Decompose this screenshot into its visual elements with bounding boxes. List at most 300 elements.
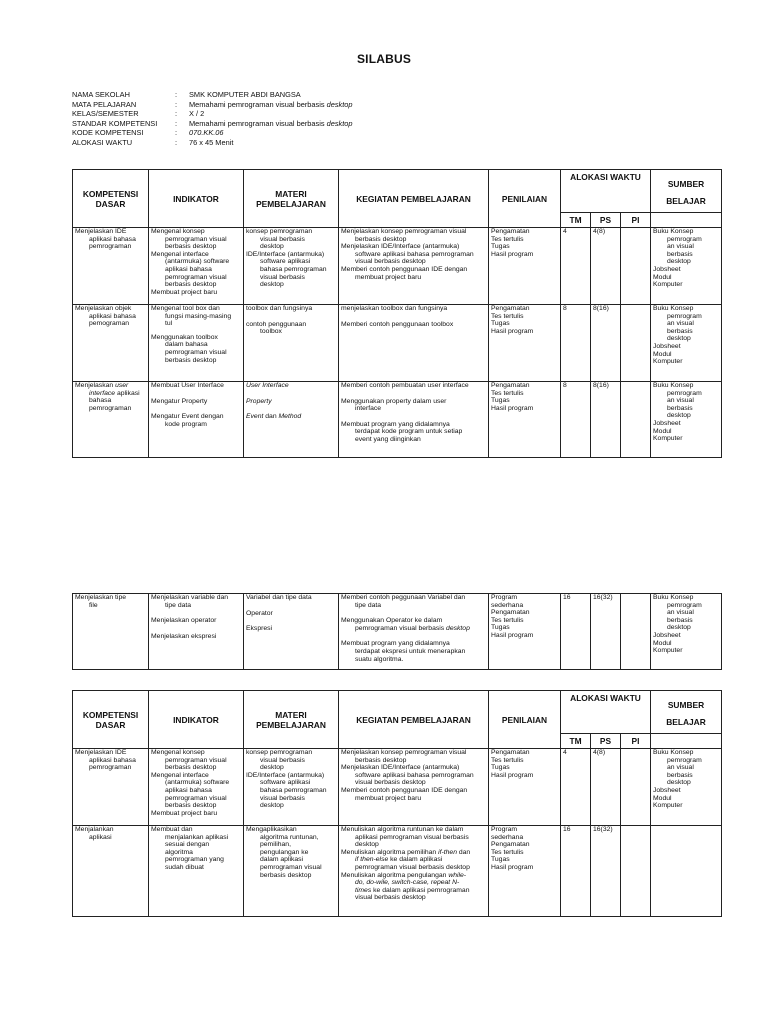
materi-line: toolbox dan fungsinya xyxy=(246,305,313,312)
table-row xyxy=(73,826,722,917)
sumber-belajar-line: desktop xyxy=(667,335,691,343)
materi-line: algoritma runtunan, xyxy=(260,833,319,841)
penilaian-line: Tes tertulis xyxy=(491,312,524,320)
cell-indikator xyxy=(149,228,244,305)
header-materi: MATERI PEMBELAJARAN xyxy=(244,170,339,228)
header-sumber-blank xyxy=(651,734,722,749)
ps-value: 4(8) xyxy=(593,228,606,235)
kegiatan-line: tipe data xyxy=(355,601,382,609)
meta-value: Memahami pemrograman visual berbasis desktop xyxy=(189,118,353,128)
penilaian-line: Pengamatan xyxy=(491,841,530,849)
kegiatan-line: interface xyxy=(355,405,382,413)
penilaian-line: Tes tertulis xyxy=(491,389,524,397)
indikator-line: Mengenal tool box dan xyxy=(151,305,220,312)
header-ps: PS xyxy=(591,213,621,228)
sumber-belajar-line: Modul xyxy=(653,273,672,281)
cell-ps xyxy=(591,382,621,458)
italic-text: Method xyxy=(278,413,302,421)
sumber-belajar-line: Komputer xyxy=(653,647,683,655)
sumber-belajar-line: an visual xyxy=(667,243,694,251)
cell-ps xyxy=(591,826,621,917)
cell-pi xyxy=(621,305,651,382)
penilaian-line: Hasil program xyxy=(491,327,534,335)
indikator-line: sesuai dengan xyxy=(165,841,210,849)
indikator-line: Mengenal interface xyxy=(151,250,209,258)
sumber-belajar-line: Komputer xyxy=(653,281,683,289)
penilaian xyxy=(489,305,560,335)
spacer xyxy=(246,602,336,610)
indikator-line: dalam bahasa xyxy=(165,341,208,349)
cell-kegiatan xyxy=(339,305,489,382)
indikator-line: Menggunakan toolbox xyxy=(151,333,218,341)
italic-text: User Interface xyxy=(246,382,289,389)
cell-tm xyxy=(561,305,591,382)
meta-colon: : xyxy=(175,118,178,128)
meta-value: SMK KOMPUTER ABDI BANGSA xyxy=(189,90,301,99)
sumber-belajar-line: Modul xyxy=(653,350,672,358)
meta-row xyxy=(72,119,353,129)
cell-kegiatan xyxy=(339,826,489,917)
kegiatan-line: Menjelaskan IDE/Interface (antarmuka) xyxy=(341,764,460,772)
materi-line: software aplikasi xyxy=(260,779,311,787)
sumber-belajar xyxy=(651,382,721,443)
sumber-belajar-line: desktop xyxy=(667,779,691,787)
syllabus-table-3 xyxy=(72,690,722,917)
penilaian-line: Hasil program xyxy=(491,863,534,871)
indikator-line: Mengenal konsep xyxy=(151,228,205,235)
spacer xyxy=(246,617,336,625)
sumber-belajar-line: berbasis xyxy=(667,404,693,412)
kegiatan-line: suatu algoritma. xyxy=(355,655,404,663)
header-penilaian: PENILAIAN xyxy=(489,170,561,228)
sumber-belajar-line: Buku Konsep xyxy=(653,305,694,312)
spacer xyxy=(151,609,241,617)
materi xyxy=(244,594,338,633)
cell-penilaian xyxy=(489,826,561,917)
kompetensi-dasar-line: aplikasi bahasa xyxy=(89,312,136,320)
indikator xyxy=(149,305,243,364)
indikator-line: Mengenal interface xyxy=(151,771,209,779)
meta-colon: : xyxy=(175,109,178,118)
kegiatan xyxy=(339,826,488,902)
penilaian-line: Tugas xyxy=(491,764,510,772)
sumber-belajar-line: berbasis xyxy=(667,771,693,779)
kompetensi-dasar-line: pemrograman xyxy=(89,764,132,772)
sumber-belajar-line: Komputer xyxy=(653,435,683,443)
kegiatan-line: terdapat kode program untuk setiap xyxy=(355,428,463,436)
meta-row xyxy=(72,109,353,119)
header-kegiatan: KEGIATAN PEMBELAJARAN xyxy=(339,691,489,749)
penilaian-line: Hasil program xyxy=(491,771,534,779)
cell-kompetensi-dasar xyxy=(73,305,149,382)
indikator-line: Membuat project baru xyxy=(151,288,218,296)
indikator-line: Mengatur Event dengan xyxy=(151,413,224,421)
penilaian-line: sederhana xyxy=(491,833,524,841)
penilaian-line: sederhana xyxy=(491,601,524,609)
kegiatan-line: desktop xyxy=(355,841,379,849)
meta-row xyxy=(72,138,353,148)
kompetensi-dasar-line: file xyxy=(89,601,98,609)
kegiatan xyxy=(339,228,488,281)
sumber-belajar-line: Modul xyxy=(653,427,672,435)
sumber-belajar-line: berbasis xyxy=(667,327,693,335)
materi-line: visual berbasis xyxy=(260,235,305,243)
kompetensi-dasar-line: Menjelaskan user xyxy=(75,382,129,389)
cell-materi xyxy=(244,594,339,670)
kegiatan-line: berbasis desktop xyxy=(355,756,407,764)
header-penilaian: PENILAIAN xyxy=(489,691,561,749)
sumber-belajar xyxy=(651,228,721,289)
tm-value: 4 xyxy=(563,228,567,235)
tm-value: 16 xyxy=(563,826,571,833)
ps-value: 8(16) xyxy=(593,382,609,389)
kegiatan-line: membuat project baru xyxy=(355,273,422,281)
spacer xyxy=(151,405,241,413)
sumber-belajar-line: desktop xyxy=(667,624,691,632)
meta-key: KELAS/SEMESTER xyxy=(72,109,139,118)
cell-ps xyxy=(591,594,621,670)
materi-line: dalam aplikasi xyxy=(260,856,304,864)
kegiatan-line: Menjelaskan konsep pemrograman visual xyxy=(341,749,467,756)
materi-line: desktop xyxy=(260,802,284,810)
cell-tm xyxy=(561,594,591,670)
penilaian-line: Tugas xyxy=(491,397,510,405)
sumber-belajar xyxy=(651,594,721,655)
penilaian-line: Tes tertulis xyxy=(491,616,524,624)
cell-indikator xyxy=(149,826,244,917)
materi-line: toolbox xyxy=(260,328,282,336)
materi-line: visual berbasis xyxy=(260,794,305,802)
ps-value: 16(32) xyxy=(593,594,613,601)
cell-kegiatan xyxy=(339,594,489,670)
indikator-line: berbasis desktop xyxy=(165,764,217,772)
sumber-belajar-line: desktop xyxy=(667,258,691,266)
meta-value-italic: 070.KK.06 xyxy=(189,128,224,137)
meta-row xyxy=(72,90,353,100)
indikator-line: aplikasi bahasa xyxy=(165,786,212,794)
indikator-line: Membuat dan xyxy=(151,826,193,833)
sumber-belajar-line: Modul xyxy=(653,794,672,802)
indikator-line: Menjelaskan variable dan xyxy=(151,594,229,601)
materi xyxy=(244,382,338,421)
indikator-line: Mengatur Property xyxy=(151,397,208,405)
sumber-belajar-line: desktop xyxy=(667,412,691,420)
kegiatan-line: Menggunakan Operator ke dalam xyxy=(341,617,443,625)
cell-tm xyxy=(561,749,591,826)
header-tm: TM xyxy=(561,734,591,749)
sumber-belajar-line: berbasis xyxy=(667,616,693,624)
indikator-line: menjalankan aplikasi xyxy=(165,833,229,841)
kegiatan-line: Menuliskan algoritma pemilihan if-then dan xyxy=(341,848,471,856)
materi-line: IDE/Interface (antarmuka) xyxy=(246,771,325,779)
materi-line: IDE/Interface (antarmuka) xyxy=(246,250,325,258)
cell-indikator xyxy=(149,305,244,382)
table-row xyxy=(73,305,722,382)
sumber-belajar-line: pemrogram xyxy=(667,601,702,609)
cell-tm xyxy=(561,826,591,917)
kegiatan-line: software aplikasi bahasa pemrograman xyxy=(355,771,474,779)
indikator-line: berbasis desktop xyxy=(165,802,217,810)
penilaian-line: Pengamatan xyxy=(491,749,530,756)
cell-indikator xyxy=(149,594,244,670)
kompetensi-dasar-line: bahasa xyxy=(89,397,112,405)
indikator-line: pemrograman visual xyxy=(165,348,227,356)
cell-sumber-belajar xyxy=(651,382,722,458)
cell-kegiatan xyxy=(339,228,489,305)
materi-line xyxy=(246,382,336,390)
header-alokasi-waktu: ALOKASI WAKTU xyxy=(561,691,651,734)
materi-line: Ekspresi xyxy=(246,625,273,633)
indikator-line: fungsi masing-masing xyxy=(165,312,232,320)
indikator xyxy=(149,228,243,296)
indikator-line: tul xyxy=(165,320,173,328)
header-kompetensi-dasar: KOMPETENSI DASAR xyxy=(73,170,149,228)
penilaian-line: Tes tertulis xyxy=(491,235,524,243)
header-row xyxy=(73,170,722,213)
kegiatan-line: visual berbasis desktop xyxy=(355,894,426,902)
sumber-belajar-line: Komputer xyxy=(653,802,683,810)
indikator-line: berbasis desktop xyxy=(165,243,217,251)
cell-materi xyxy=(244,228,339,305)
meta-value-italic: desktop xyxy=(326,118,353,128)
materi-line: pemrograman visual xyxy=(260,863,322,871)
penilaian-line: Program xyxy=(491,826,518,833)
cell-indikator xyxy=(149,382,244,458)
indikator xyxy=(149,594,243,640)
tm-value: 4 xyxy=(563,749,567,756)
spacer xyxy=(341,413,486,421)
materi xyxy=(244,749,338,810)
kegiatan-line: Menggunakan property dalam user xyxy=(341,397,447,405)
kegiatan-line: Menjelaskan konsep pemrograman visual xyxy=(341,228,467,235)
kegiatan-line: Memberi contoh peggunaan Variabel dan xyxy=(341,594,466,601)
sumber-belajar-line: Jobsheet xyxy=(653,631,681,639)
meta-key: ALOKASI WAKTU xyxy=(72,137,133,147)
penilaian-line: Hasil program xyxy=(491,404,534,412)
sumber-belajar-line: pemrogram xyxy=(667,312,702,320)
header-alokasi-waktu: ALOKASI WAKTU xyxy=(561,170,651,213)
table-row xyxy=(73,382,722,458)
kompetensi-dasar-line: Menjelaskan IDE xyxy=(75,749,127,756)
materi-line: pemilihan, xyxy=(260,841,291,849)
italic-text: if-then xyxy=(438,848,457,856)
cell-kompetensi-dasar xyxy=(73,228,149,305)
kegiatan xyxy=(339,749,488,802)
penilaian-line: Tugas xyxy=(491,320,510,328)
italic-text: Event xyxy=(246,413,264,421)
materi-line: desktop xyxy=(260,764,284,772)
header-pi: PI xyxy=(621,734,651,749)
kegiatan-line: membuat project baru xyxy=(355,794,422,802)
cell-penilaian xyxy=(489,594,561,670)
ps-value: 8(16) xyxy=(593,305,609,312)
materi-line: desktop xyxy=(260,243,284,251)
indikator xyxy=(149,749,243,817)
kompetensi-dasar-line: interface aplikasi xyxy=(89,389,140,397)
sumber-belajar-line: berbasis xyxy=(667,250,693,258)
cell-penilaian xyxy=(489,228,561,305)
indikator-line: tipe data xyxy=(165,601,192,609)
sumber-belajar-line: Komputer xyxy=(653,358,683,366)
penilaian-line: Tugas xyxy=(491,243,510,251)
cell-pi xyxy=(621,382,651,458)
materi-line: pengulangan ke xyxy=(260,848,309,856)
sumber-belajar-line: an visual xyxy=(667,397,694,405)
kegiatan-line: Memberi contoh pembuatan user interface xyxy=(341,382,469,389)
sumber-belajar-line: an visual xyxy=(667,609,694,617)
materi-line: berbasis desktop xyxy=(260,871,312,879)
cell-kompetensi-dasar xyxy=(73,382,149,458)
spacer xyxy=(246,405,336,413)
kompetensi-dasar-line: pemograman xyxy=(89,320,130,328)
sumber-belajar-line: Jobsheet xyxy=(653,419,681,427)
header-indikator: INDIKATOR xyxy=(149,170,244,228)
cell-sumber-belajar xyxy=(651,305,722,382)
sumber-belajar-line: Jobsheet xyxy=(653,786,681,794)
ps-value: 4(8) xyxy=(593,749,606,756)
penilaian-line: Tugas xyxy=(491,856,510,864)
cell-kompetensi-dasar xyxy=(73,749,149,826)
indikator-line: Membuat project baru xyxy=(151,809,218,817)
kegiatan-line: Membuat program yang didalamnya xyxy=(341,640,450,648)
kegiatan-line: event yang diinginkan xyxy=(355,435,421,443)
cell-sumber-belajar xyxy=(651,826,722,917)
indikator-line: berbasis desktop xyxy=(165,281,217,289)
cell-materi xyxy=(244,749,339,826)
indikator-line: pemrograman yang xyxy=(165,856,224,864)
indikator-line: algoritma xyxy=(165,848,193,856)
kegiatan-line: Memberi contoh penggunaan toolbox xyxy=(341,320,454,328)
sumber-belajar-line: pemrogram xyxy=(667,235,702,243)
cell-pi xyxy=(621,228,651,305)
kompetensi-dasar xyxy=(73,382,148,412)
tm-value: 8 xyxy=(563,305,567,312)
cell-indikator xyxy=(149,749,244,826)
cell-penilaian xyxy=(489,749,561,826)
cell-kegiatan xyxy=(339,749,489,826)
indikator-line: kode program xyxy=(165,420,207,428)
header-row xyxy=(73,691,722,734)
sumber-belajar-line: Modul xyxy=(653,639,672,647)
meta-row xyxy=(72,100,353,110)
cell-materi xyxy=(244,305,339,382)
header-kompetensi-dasar: KOMPETENSI DASAR xyxy=(73,691,149,749)
indikator-line: pemrograman visual xyxy=(165,273,227,281)
penilaian xyxy=(489,826,560,872)
penilaian-line: Pengamatan xyxy=(491,609,530,617)
kegiatan xyxy=(339,594,488,663)
kegiatan-line: visual berbasis desktop xyxy=(355,258,426,266)
kegiatan xyxy=(339,305,488,328)
spacer xyxy=(246,390,336,398)
kegiatan-line: Menuliskan algoritma pengulangan while- xyxy=(341,871,467,879)
materi-line: desktop xyxy=(260,281,284,289)
meta-value: Memahami pemrograman visual berbasis desktop xyxy=(189,99,353,109)
cell-ps xyxy=(591,305,621,382)
indikator-line: Membuat User Interface xyxy=(151,382,224,389)
meta-colon: : xyxy=(175,128,178,137)
cell-penilaian xyxy=(489,382,561,458)
sumber-belajar-line: Jobsheet xyxy=(653,342,681,350)
materi-line: bahasa pemrograman xyxy=(260,786,327,794)
meta-row xyxy=(72,128,353,138)
kegiatan-line: Memberi contoh penggunaan IDE dengan xyxy=(341,265,468,273)
materi-line: software aplikasi xyxy=(260,258,311,266)
kegiatan-line: Menuliskan algoritma runtunan ke dalam xyxy=(341,826,464,833)
kompetensi-dasar-line: Menjelaskan IDE xyxy=(75,228,127,235)
sumber-belajar-line: an visual xyxy=(667,320,694,328)
sumber-belajar xyxy=(651,749,721,810)
syllabus-table-2 xyxy=(72,593,722,670)
kegiatan-line: software aplikasi bahasa pemrograman xyxy=(355,250,474,258)
indikator-line: aplikasi bahasa xyxy=(165,265,212,273)
materi-line: Variabel dan tipe data xyxy=(246,594,312,601)
indikator xyxy=(149,826,243,872)
penilaian-line: Hasil program xyxy=(491,631,534,639)
materi-line: Operator xyxy=(246,609,273,617)
materi-line: visual berbasis xyxy=(260,273,305,281)
materi xyxy=(244,228,338,289)
cell-sumber-belajar xyxy=(651,749,722,826)
sumber-belajar xyxy=(651,305,721,366)
kegiatan-line: menjelaskan toolbox dan fungsinya xyxy=(341,305,448,312)
italic-text: interface xyxy=(89,389,116,397)
cell-pi xyxy=(621,594,651,670)
materi-line xyxy=(246,398,336,406)
kompetensi-dasar-line: pemrograman xyxy=(89,243,132,251)
meta-value xyxy=(189,128,224,138)
materi-line: visual berbasis xyxy=(260,756,305,764)
cell-ps xyxy=(591,749,621,826)
meta-value: X / 2 xyxy=(189,109,205,118)
cell-ps xyxy=(591,228,621,305)
cell-materi xyxy=(244,826,339,917)
kompetensi-dasar-line: Menjelaskan tipe xyxy=(75,594,127,601)
kegiatan-line: aplikasi pemrograman visual berbasis xyxy=(355,833,469,841)
indikator-line: sudah dibuat xyxy=(165,863,204,871)
kompetensi-dasar-line: aplikasi bahasa xyxy=(89,235,136,243)
meta-key: NAMA SEKOLAH xyxy=(72,90,130,99)
header-indikator: INDIKATOR xyxy=(149,691,244,749)
tm-value: 8 xyxy=(563,382,567,389)
kegiatan xyxy=(339,382,488,444)
table-row xyxy=(73,594,722,670)
kompetensi-dasar-line: aplikasi xyxy=(89,833,112,841)
indikator-line: pemrograman visual xyxy=(165,235,227,243)
materi-line: konsep pemrograman xyxy=(246,749,313,756)
sumber-belajar-line: Buku Konsep xyxy=(653,228,694,235)
penilaian-line: Tes tertulis xyxy=(491,848,524,856)
kegiatan-line: pemrograman visual berbasis desktop xyxy=(355,863,470,871)
header-pi: PI xyxy=(621,213,651,228)
syllabus-table-1 xyxy=(72,169,722,458)
tm-value: 16 xyxy=(563,594,571,601)
kegiatan-line: Membuat program yang didalamnya xyxy=(341,420,450,428)
meta-value: 76 x 45 Menit xyxy=(189,137,234,147)
header-kegiatan: KEGIATAN PEMBELAJARAN xyxy=(339,170,489,228)
kegiatan-line xyxy=(341,879,486,887)
penilaian xyxy=(489,594,560,640)
document-title: SILABUS xyxy=(356,52,412,66)
sumber-belajar-line: pemrogram xyxy=(667,389,702,397)
spacer xyxy=(341,632,486,640)
italic-text: user xyxy=(115,382,129,389)
meta-colon: : xyxy=(175,90,178,99)
cell-kegiatan xyxy=(339,382,489,458)
penilaian xyxy=(489,382,560,412)
italic-text: Property xyxy=(246,397,272,405)
penilaian-line: Program xyxy=(491,594,518,601)
